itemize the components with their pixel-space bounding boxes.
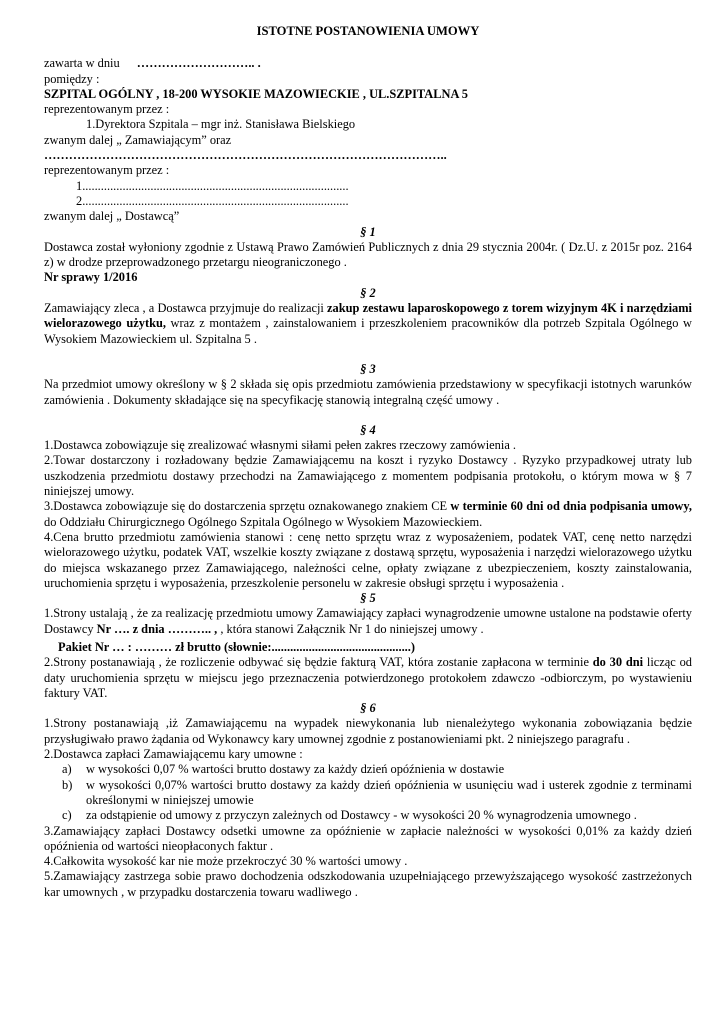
section-2-heading: § 2 [360,285,376,300]
case-number: Nr sprawy 1/2016 [44,270,138,285]
section-6-point-2: 2.Dostawca zapłaci Zamawiającemu kary umowne : [44,747,303,762]
director-line: 1.Dyrektora Szpitala – mgr inż. Stanisława Bielskiego [86,117,356,132]
called-ordering-party: zwanym dalej „ Zamawiającym” oraz [44,132,232,147]
section-1-text: Dostawca został wyłoniony zgodnie z Ustawą Prawo Zamówień Publicznych z dnia 29 stycznia 2004r. ( Dz.U. z 2015r poz. 2164 z) w drodze przeprowadzonego przetargu nieograniczonego . [44,239,692,270]
document-title: ISTOTNE POSTANOWIENIA UMOWY [256,24,480,38]
section-6-point-1: 1.Strony postanawiają ,iż Zamawiającemu na wypadek niewykonania lub nienależytego wykonania zobowiązania będzie przysługiwało prawo żądania od Wykonawcy kary umownej zgodnie z postanowieniami pkt. 2 niniejszego paragrafu . [44,716,692,746]
section-5-point-1 [44,606,692,637]
represented-by-1: reprezentowanym przez : [44,102,170,117]
list-marker: a) [62,762,72,777]
penalty-item-a [44,762,692,777]
representative-2-placeholder: 2...................................................................................... [76,193,349,208]
section-3-heading: § 3 [360,361,376,376]
section-5-point-1-part-1: 1.Strony ustalają , że za realizację przedmiotu umowy Zamawiający zapłaci wynagrodzenie umowne ustalone na podstawie oferty Dostawcy [44,606,692,636]
penalty-item-b [44,778,692,809]
section-2-subject-bold: zakup zestawu laparoskopowego z torem wizyjnym 4K i narzędziami wielorazowego użytku, [44,301,692,331]
penalty-item-c [44,808,692,823]
section-4-point-3-part-2: do Oddziału Chirurgicznego Ogólnego Szpitala Ogólnego w Wysokiem Mazowieckiem. [44,514,483,529]
section-6-point-5: 5.Zamawiający zastrzega sobie prawo dochodzenia odszkodowania uzupełniającego przewyższającego wysokość zastrzeżonych kar umownych , w przypadku dostarczenia towaru wadliwego . [44,869,692,899]
section-5-point-2-part-1: 2.Strony postanawiają , że rozliczenie odbywać się będzie fakturą VAT, która zostanie zapłacona w terminie [44,655,593,670]
section-4-point-1: 1.Dostawca zobowiązuje się zrealizować własnymi siłami pełen zakres rzeczowy zamówienia . [44,438,517,453]
called-supplier: zwanym dalej „ Dostawcą” [44,209,180,224]
zawarta-label: zawarta w dniu [44,56,120,71]
section-2-part-1: Zamawiający zleca , a Dostawca przyjmuje do realizacji [44,301,328,316]
section-4-point-3 [44,499,692,530]
section-2-text [44,301,692,347]
representative-1-placeholder: 1...................................................................................... [76,178,349,193]
section-5-heading: § 5 [360,591,376,606]
section-6-point-3: 3.Zamawiający zapłaci Dostawcy odsetki umowne za opóźnienie w zapłacie należności w wysokości 0,01% za każdy dzień opóźnienia od wartości nieopłaconych faktur . [44,823,692,853]
represented-by-2: reprezentowanym przez : [44,163,170,178]
section-4-point-4: 4.Cena brutto przedmiotu zamówienia stanowi : cenę netto sprzętu wraz z wyposażeniem, podatek VAT, cenę netto narzędzi wielorazowego użytku, podatek VAT, wszelkie koszty związane z dostawą sprzętu, wyposażenia i narzędzi wielorazowego użytku do miejsca wskazanego przez Zamawiającego, należności celne, opłaty związane z ubezpieczeniem, koszty zainstalowania, uruchomienia sprzętu i wyposażenia, przeszkolenie personelu w zakresie obsługi sprzętu i wyposażenia . [44,529,692,590]
list-marker: c) [62,808,72,823]
section-6-heading: § 6 [360,701,376,716]
payment-deadline: do 30 dni [592,655,644,670]
section-2-part-2: wraz z montażem , zainstalowaniem i przeszkoleniem pracowników dla potrzeb Szpitala Ogólnego w Wysokiem Mazowieckiem ul. Szpitalna 5 . [44,316,692,346]
penalty-item-text: w wysokości 0,07% wartości brutto dostawy za każdy dzień opóźnienia w usunięciu wad i usterek zgodnie z terminami określonymi w niniejszej umowie [86,777,692,807]
package-price-line: Pakiet Nr … : ……… zł brutto (słownie:.............................................) [58,639,416,654]
offer-date-placeholder: z dnia ……….. , [132,621,218,636]
section-3-text: Na przedmiot umowy określony w § 2 składa się opis przedmiotu zamówienia przedstawiony w specyfikacji istotnych warunków zamówienia . Dokumenty składające się na specyfikację stanowią integralną część umowy . [44,377,692,407]
section-5-point-2 [44,655,692,701]
section-4-delivery-deadline: w terminie 60 dni od dnia podpisania umowy, [450,499,692,514]
section-4-point-2: 2.Towar dostarczony i rozładowany będzie Zamawiającemu na koszt i ryzyko Dostawcy . Ryzyko przypadkowej utraty lub uszkodzenia przedmiotu dostawy przechodzi na Zamawiającego z momentem podpisania protokołu, o którym mowa w § 7 niniejszej umowy. [44,453,692,499]
section-5-point-1-part-2: , która stanowi Załącznik Nr 1 do niniejszej umowy . [217,621,484,636]
hospital-name: SZPITAL OGÓLNY , 18-200 WYSOKIE MAZOWIECKIE , UL.SZPITALNA 5 [44,86,468,101]
document-page [44,24,692,900]
section-5-point-2-part-2: licząc od daty uruchomienia sprzętu w miejscu jego przeznaczenia potwierdzonego protokołem zdawczo -odbiorczym, po wystawieniu faktury VAT. [44,655,692,700]
penalty-item-text: w wysokości 0,07 % wartości brutto dostawy za każdy dzień opóźnienia w dostawie [86,762,505,777]
pomiedzy-line: pomiędzy : [44,71,100,86]
section-1-heading: § 1 [360,224,376,239]
penalty-item-text: za odstąpienie od umowy z przyczyn zależnych od Dostawcy - w wysokości 20 % wynagrodzenia umownego . [86,808,637,823]
section-6-point-4: 4.Całkowita wysokość kar nie może przekroczyć 30 % wartości umowy . [44,854,408,869]
zawarta-date-placeholder: ……………………….. . [136,56,261,71]
section-4-heading: § 4 [360,422,376,437]
zawarta-line [44,56,692,71]
list-marker: b) [62,777,73,792]
section-4-point-3-part-1: 3.Dostawca zobowiązuje się do dostarczenia sprzętu oznakowanego znakiem CE [44,499,451,514]
supplier-placeholder-line: …………………………………………………………………………………….. [44,148,447,163]
offer-number-placeholder: Nr …. [96,621,133,636]
